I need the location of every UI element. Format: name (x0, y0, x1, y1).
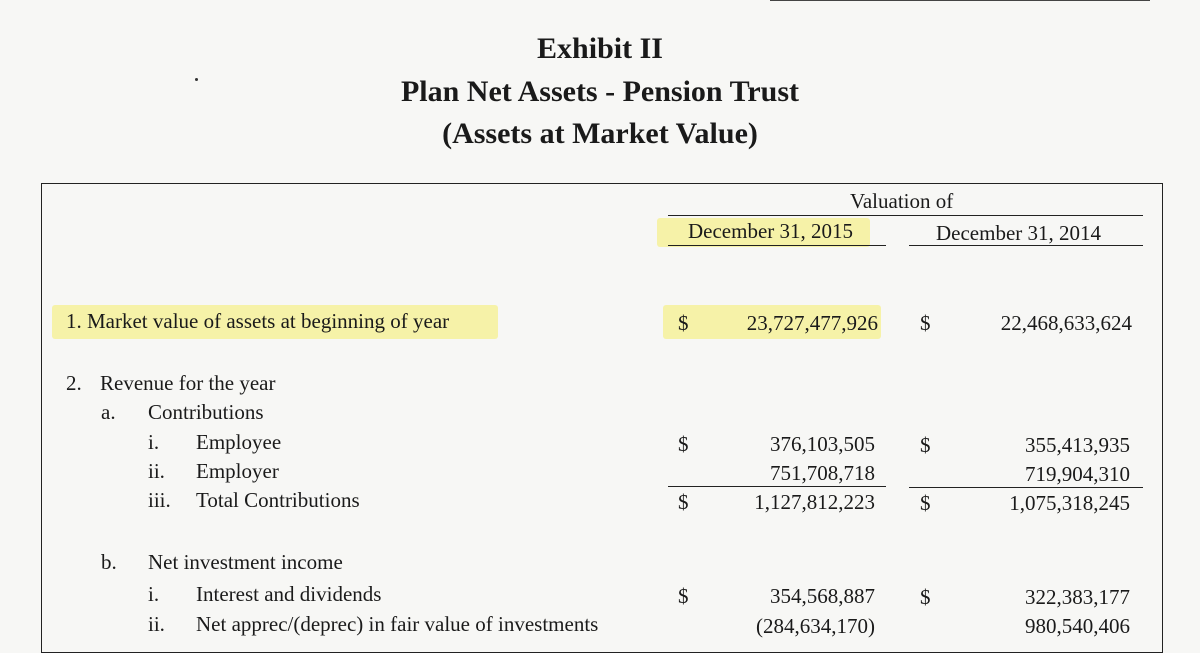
row1-label: 1. Market value of assets at beginning of year (66, 309, 450, 333)
row2-label: Revenue for the year (100, 371, 276, 395)
row2bii-roman: ii. (148, 612, 165, 636)
row2aiii-value-2015: 1,127,812,223 (754, 490, 875, 514)
row2aii-roman: ii. (148, 459, 165, 483)
col-header-2015: December 31, 2015 (688, 219, 854, 243)
row2a-letter: a. (101, 400, 116, 424)
row1-value-2015: 23,727,477,926 (746, 311, 878, 335)
row2-number: 2. (66, 371, 82, 395)
row2bi-value-2014: 322,383,177 (1025, 585, 1130, 609)
row2bi-currency-2015: $ (678, 584, 689, 608)
row2a-label: Contributions (148, 400, 264, 424)
top-edge-line (770, 0, 1150, 1)
row2aii-label: Employer (196, 459, 279, 483)
row2aiii-currency-2015: $ (678, 490, 689, 514)
col-2014-underline (909, 245, 1143, 246)
row2ai-label: Employee (196, 430, 282, 454)
row2aiii-value-2014: 1,075,318,245 (1009, 491, 1130, 515)
row2ai-currency-2014: $ (920, 433, 931, 457)
valuation-underline (668, 215, 1143, 216)
exhibit-title: Exhibit II (537, 32, 663, 65)
row2aiii-roman: iii. (148, 488, 171, 512)
row2aii-value-2015: 751,708,718 (770, 461, 875, 485)
row2bii-value-2014: 980,540,406 (1025, 614, 1130, 638)
row1-value-2014: 22,468,633,624 (1000, 311, 1132, 335)
row2b-label: Net investment income (148, 550, 343, 574)
row1-currency-2014: $ (920, 311, 931, 335)
row2bii-value-2015: (284,634,170) (756, 614, 875, 638)
col-header-2014: December 31, 2014 (936, 221, 1102, 245)
document-subtitle: (Assets at Market Value) (442, 117, 758, 150)
row2bi-value-2015: 354,568,887 (770, 584, 875, 608)
row2ai-roman: i. (148, 430, 160, 454)
row2aii-value-2014: 719,904,310 (1025, 462, 1130, 486)
row1-currency-2015: $ (678, 311, 689, 335)
valuation-of-label: Valuation of (850, 189, 954, 213)
row2aiii-currency-2014: $ (920, 491, 931, 515)
row2b-letter: b. (101, 550, 117, 574)
row2bi-roman: i. (148, 582, 160, 606)
row2bi-currency-2014: $ (920, 585, 931, 609)
subtotal-line-2014 (909, 487, 1143, 488)
row2ai-currency-2015: $ (678, 432, 689, 456)
col-2015-underline (668, 245, 886, 246)
row2bi-label: Interest and dividends (196, 582, 382, 606)
subtotal-line-2015 (668, 486, 886, 487)
document-title: Plan Net Assets - Pension Trust (400, 75, 800, 108)
row2bii-label: Net apprec/(deprec) in fair value of investments (196, 612, 599, 636)
row2ai-value-2015: 376,103,505 (770, 432, 875, 456)
row2aiii-label: Total Contributions (196, 488, 360, 512)
row2ai-value-2014: 355,413,935 (1025, 433, 1130, 457)
